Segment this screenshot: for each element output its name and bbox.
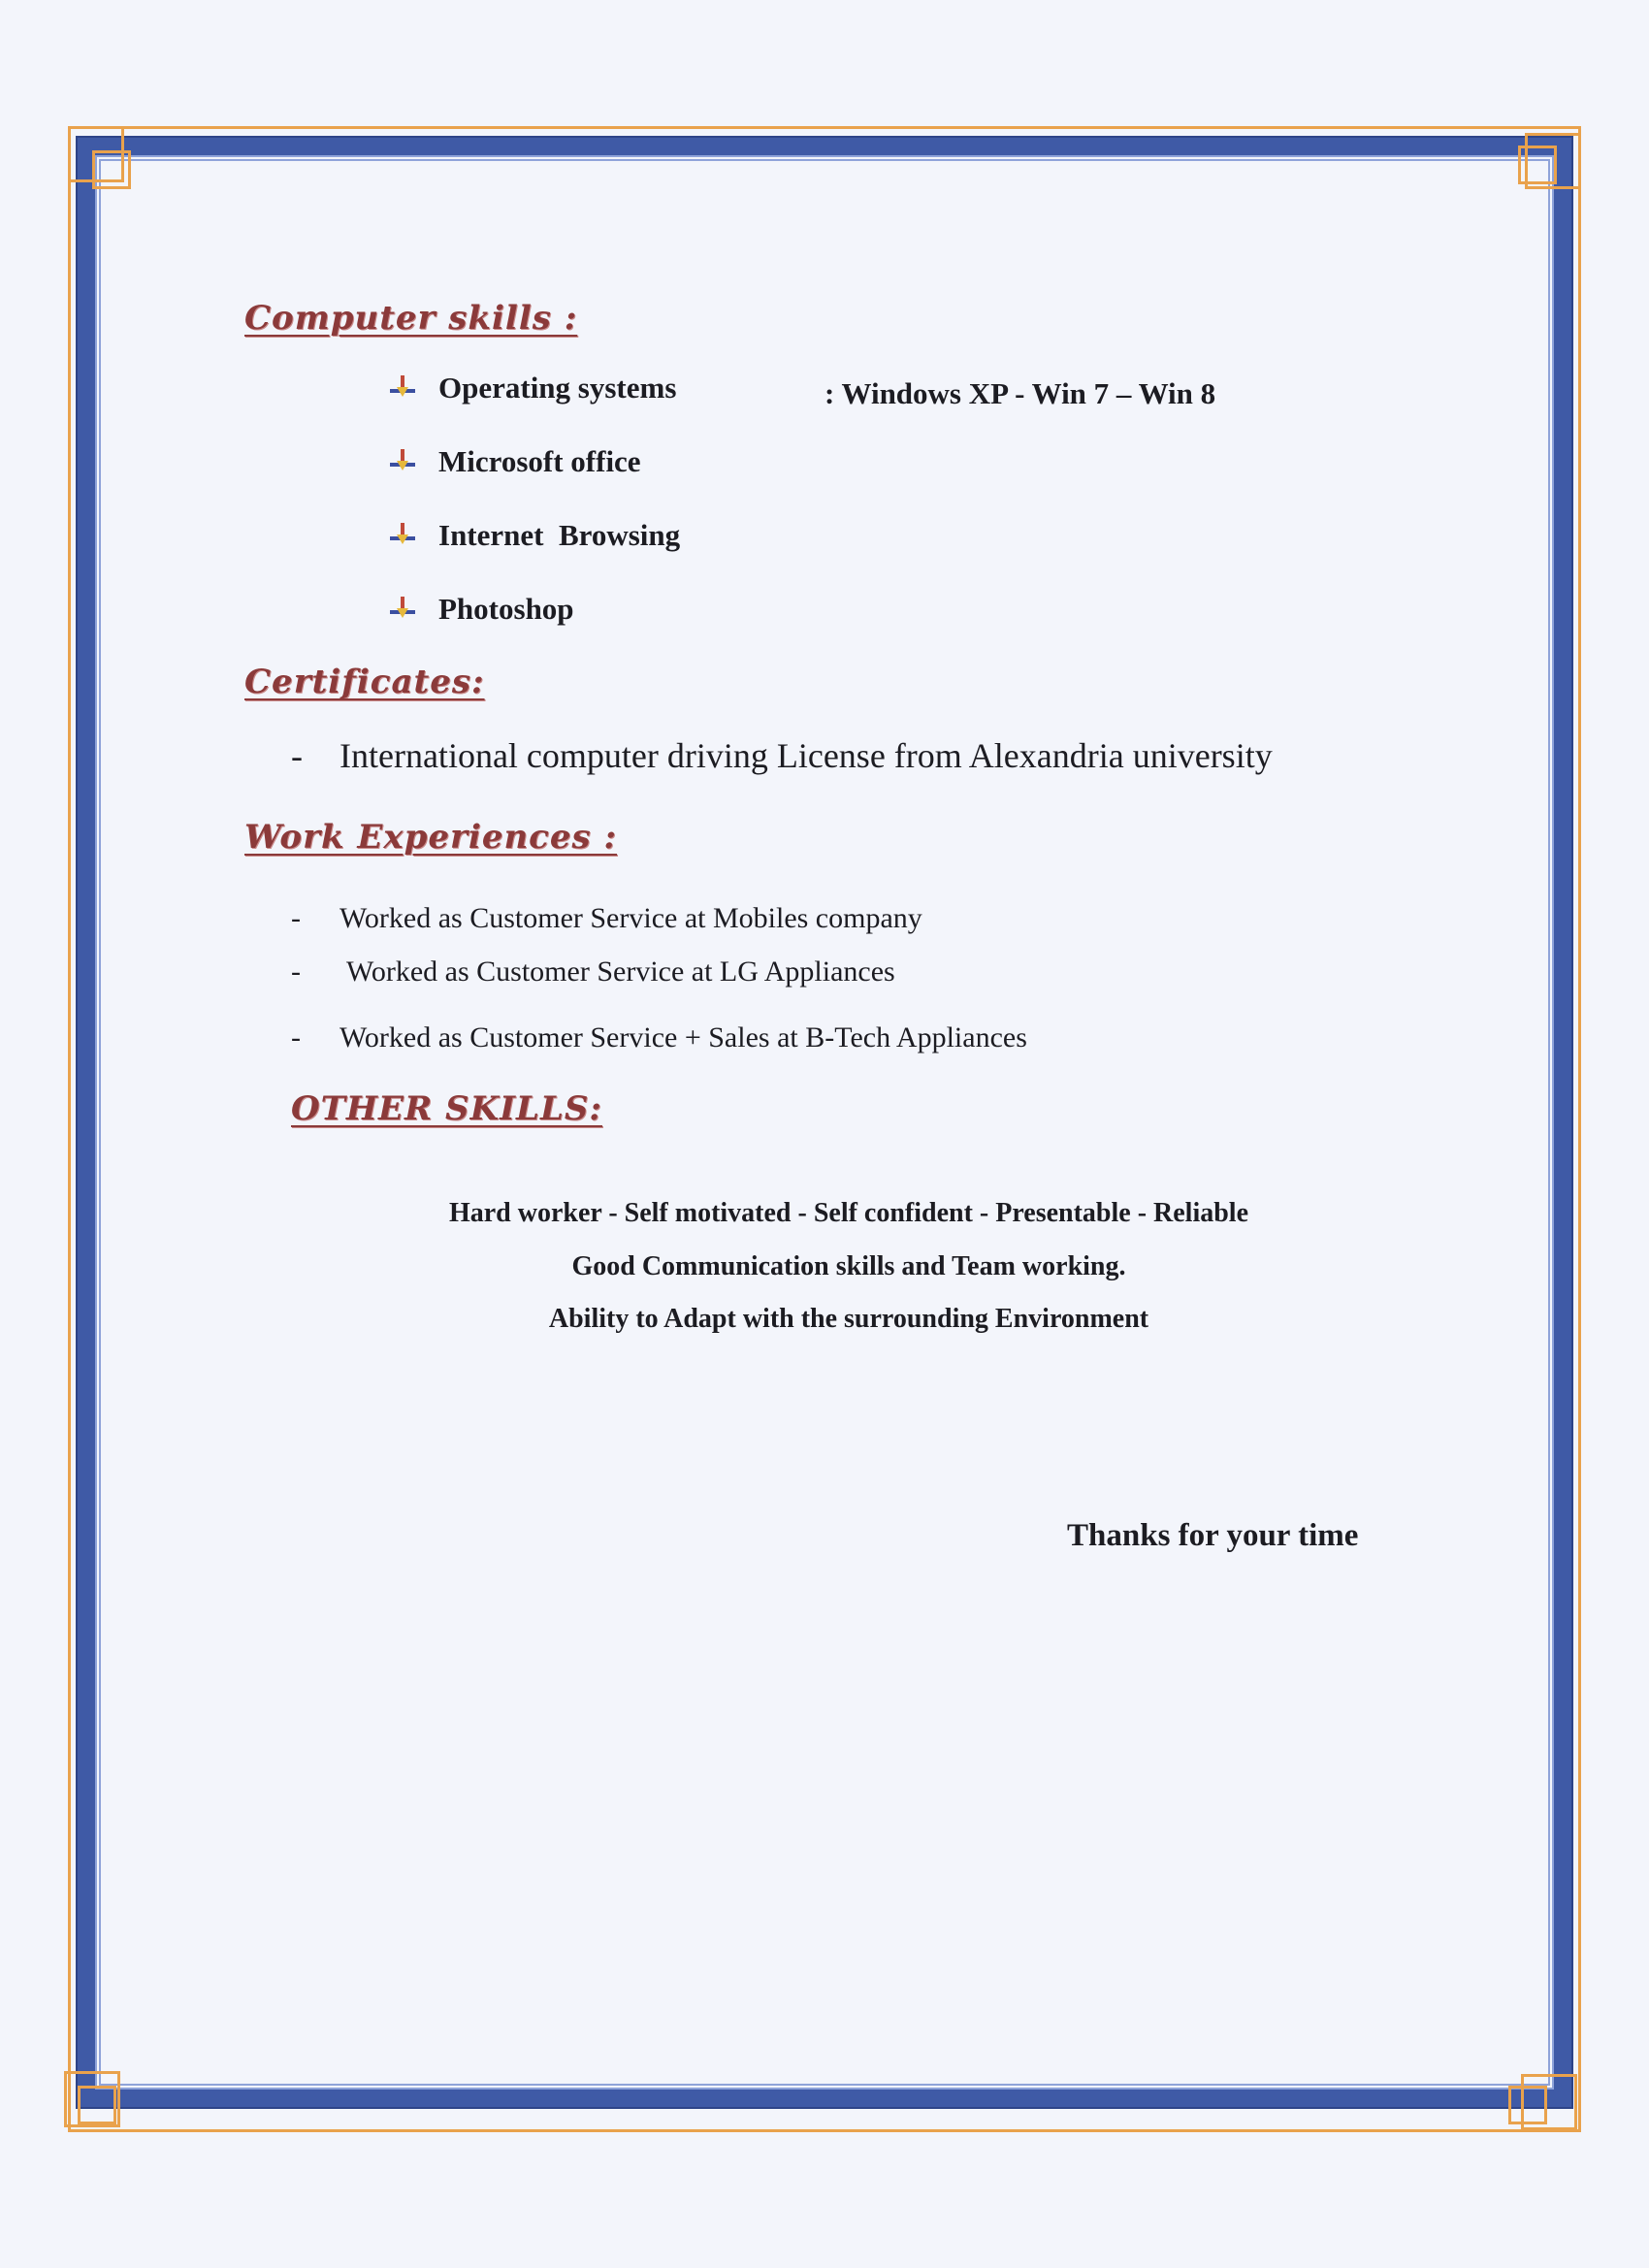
corner-ornament-top-right-inner	[1518, 146, 1557, 184]
other-skills-line: Ability to Adapt with the surrounding Environment	[548, 1304, 1149, 1334]
list-dash: -	[291, 736, 303, 775]
arrow-down-bullet-icon	[388, 521, 417, 550]
work-experience-text: Worked as Customer Service at Mobiles company	[340, 902, 922, 934]
other-skills-heading: OTHER SKILLS:	[291, 1089, 602, 1128]
skill-label: Internet Browsing	[438, 518, 681, 552]
work-experience-item	[291, 1021, 1027, 1054]
arrow-down-bullet-icon	[388, 447, 417, 476]
skill-label: Microsoft office	[438, 444, 641, 478]
work-experience-item	[291, 956, 895, 988]
work-experiences-heading: Work Experiences :	[244, 818, 618, 857]
computer-skills-heading: Computer skills :	[244, 299, 578, 338]
skill-item-photoshop	[388, 592, 574, 627]
other-skills-line: Good Communication skills and Team working.	[571, 1251, 1126, 1281]
certificate-item	[291, 735, 1273, 776]
list-dash: -	[291, 902, 301, 934]
work-experience-item	[291, 902, 922, 935]
closing-text: Thanks for your time	[1067, 1518, 1359, 1553]
os-value: : Windows XP - Win 7 – Win 8	[824, 376, 1216, 410]
certificates-heading: Certificates:	[244, 663, 485, 701]
arrow-down-bullet-icon	[388, 373, 417, 403]
work-experience-text: Worked as Customer Service at LG Appliances	[340, 956, 895, 988]
skill-label: Photoshop	[438, 592, 574, 626]
corner-ornament-bottom-right-inner	[1508, 2086, 1547, 2124]
skill-item-operating-systems	[388, 371, 676, 405]
arrow-down-bullet-icon	[388, 595, 417, 624]
other-skills-line: Hard worker - Self motivated - Self confident - Presentable - Reliable	[448, 1198, 1249, 1228]
skill-label: Operating systems	[438, 371, 677, 405]
work-experience-text: Worked as Customer Service + Sales at B-Tech Appliances	[340, 1021, 1027, 1053]
list-dash: -	[291, 1021, 301, 1053]
corner-ornament-top-left-inner	[92, 150, 131, 189]
skill-item-microsoft-office	[388, 444, 641, 479]
certificate-text: International computer driving License from Alexandria university	[340, 736, 1273, 775]
corner-ornament-bottom-left-inner	[78, 2086, 116, 2124]
list-dash: -	[291, 956, 301, 988]
skill-item-internet-browsing	[388, 518, 680, 553]
